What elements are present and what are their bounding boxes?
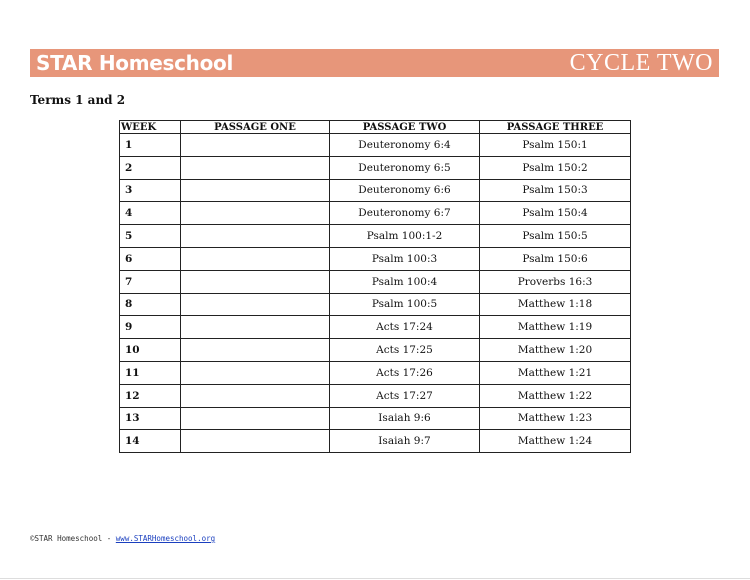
cell-passage-one xyxy=(181,316,330,339)
cell-passage-three: Psalm 150:5 xyxy=(480,225,631,248)
cell-passage-one xyxy=(181,225,330,248)
section-title: Terms 1 and 2 xyxy=(30,93,126,107)
header-passage-two: PASSAGE TWO xyxy=(330,121,480,134)
cell-passage-three: Matthew 1:19 xyxy=(480,316,631,339)
cell-passage-three: Proverbs 16:3 xyxy=(480,270,631,293)
passage-table xyxy=(119,120,631,453)
table-header-row xyxy=(120,121,631,134)
cell-passage-two: Acts 17:26 xyxy=(330,361,480,384)
cell-passage-three: Psalm 150:3 xyxy=(480,179,631,202)
cell-passage-one xyxy=(181,247,330,270)
cell-week: 10 xyxy=(120,339,181,362)
cell-week: 12 xyxy=(120,384,181,407)
cell-passage-two: Psalm 100:3 xyxy=(330,247,480,270)
cell-passage-three: Psalm 150:4 xyxy=(480,202,631,225)
cell-passage-two: Psalm 100:5 xyxy=(330,293,480,316)
table-row xyxy=(120,361,631,384)
cell-passage-three: Matthew 1:22 xyxy=(480,384,631,407)
table-row xyxy=(120,384,631,407)
table-body xyxy=(120,134,631,453)
header-banner xyxy=(30,49,719,77)
cell-week: 4 xyxy=(120,202,181,225)
cell-passage-one xyxy=(181,270,330,293)
cell-passage-one xyxy=(181,361,330,384)
cell-passage-three: Matthew 1:20 xyxy=(480,339,631,362)
cell-week: 5 xyxy=(120,225,181,248)
cell-passage-two: Isaiah 9:6 xyxy=(330,407,480,430)
cell-passage-one xyxy=(181,134,330,157)
cell-passage-three: Matthew 1:18 xyxy=(480,293,631,316)
cell-passage-one xyxy=(181,339,330,362)
table-row xyxy=(120,407,631,430)
footer xyxy=(30,534,215,543)
cell-passage-one xyxy=(181,407,330,430)
cell-passage-three: Psalm 150:6 xyxy=(480,247,631,270)
cell-passage-two: Psalm 100:1-2 xyxy=(330,225,480,248)
footer-link[interactable]: www.STARHomeschool.org xyxy=(115,534,216,543)
header-passage-one: PASSAGE ONE xyxy=(181,121,330,134)
cell-passage-one xyxy=(181,430,330,453)
table-row xyxy=(120,316,631,339)
cell-week: 9 xyxy=(120,316,181,339)
cell-passage-two: Deuteronomy 6:4 xyxy=(330,134,480,157)
cell-week: 13 xyxy=(120,407,181,430)
footer-copyright: ©STAR Homeschool - xyxy=(30,534,116,543)
brand-title: STAR Homeschool xyxy=(36,51,234,75)
table-row xyxy=(120,134,631,157)
cell-passage-two: Isaiah 9:7 xyxy=(330,430,480,453)
table-row xyxy=(120,247,631,270)
cell-passage-one xyxy=(181,179,330,202)
cell-passage-one xyxy=(181,202,330,225)
cell-passage-three: Psalm 150:2 xyxy=(480,156,631,179)
cell-week: 11 xyxy=(120,361,181,384)
cell-week: 2 xyxy=(120,156,181,179)
cell-passage-one xyxy=(181,293,330,316)
table-row xyxy=(120,270,631,293)
cell-passage-two: Psalm 100:4 xyxy=(330,270,480,293)
cell-week: 6 xyxy=(120,247,181,270)
table-row xyxy=(120,202,631,225)
cell-week: 1 xyxy=(120,134,181,157)
table-row xyxy=(120,156,631,179)
cell-passage-three: Matthew 1:21 xyxy=(480,361,631,384)
table-row xyxy=(120,293,631,316)
cell-passage-one xyxy=(181,384,330,407)
cell-week: 8 xyxy=(120,293,181,316)
header-week: WEEK xyxy=(120,121,181,134)
cell-passage-three: Psalm 150:1 xyxy=(480,134,631,157)
cell-week: 7 xyxy=(120,270,181,293)
cell-passage-two: Acts 17:25 xyxy=(330,339,480,362)
cell-passage-two: Acts 17:27 xyxy=(330,384,480,407)
cell-week: 14 xyxy=(120,430,181,453)
cell-passage-one xyxy=(181,156,330,179)
cell-week: 3 xyxy=(120,179,181,202)
page-divider xyxy=(0,578,750,579)
table-row xyxy=(120,225,631,248)
cell-passage-three: Matthew 1:23 xyxy=(480,407,631,430)
table-row xyxy=(120,430,631,453)
cell-passage-two: Acts 17:24 xyxy=(330,316,480,339)
cell-passage-two: Deuteronomy 6:6 xyxy=(330,179,480,202)
cycle-title: CYCLE TWO xyxy=(569,49,713,76)
cell-passage-two: Deuteronomy 6:7 xyxy=(330,202,480,225)
header-passage-three: PASSAGE THREE xyxy=(480,121,631,134)
cell-passage-three: Matthew 1:24 xyxy=(480,430,631,453)
table-row xyxy=(120,179,631,202)
table-row xyxy=(120,339,631,362)
cell-passage-two: Deuteronomy 6:5 xyxy=(330,156,480,179)
